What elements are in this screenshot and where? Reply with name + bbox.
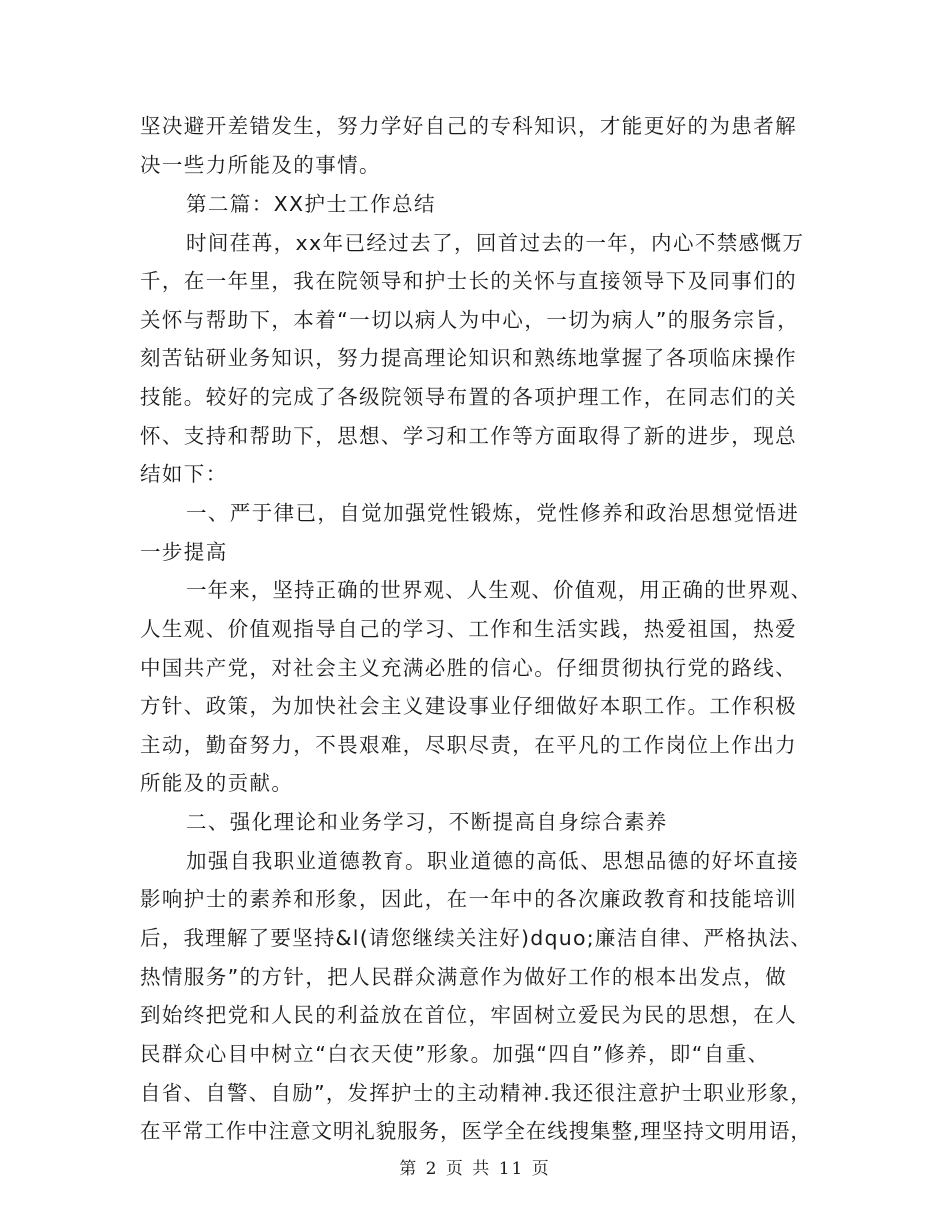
page-number-footer: 第 2 页 共 11 页 <box>399 1159 551 1179</box>
text-line: 影响护士的素养和形象，因此，在一年中的各次廉政教育和技能培训 <box>140 887 797 911</box>
text-line: 方针、政策，为加快社会主义建设事业仔细做好本职工作。工作积极 <box>140 694 797 718</box>
text-line: 到始终把党和人民的利益放在首位，牢固树立爱民为民的思想，在人 <box>140 1003 797 1027</box>
text-line: 人生观、价值观指导自己的学习、工作和生活实践，热爱祖国，热爱 <box>140 617 797 641</box>
text-line: 热情服务”的方针，把人民群众满意作为做好工作的根本出发点，做 <box>140 965 788 989</box>
section-heading: 第二篇：XX护士工作总结 <box>186 192 436 216</box>
text-line: 结如下： <box>140 462 228 486</box>
text-line: 主动，勤奋努力，不畏艰难，尽职尽责，在平凡的工作岗位上作出力 <box>140 733 797 757</box>
text-line: 民群众心目中树立“白衣天使”形象。加强“四自”修养，即“自重、 <box>140 1042 770 1066</box>
section-heading: 一、严于律已，自觉加强党性锻炼，党性修养和政治思想觉悟进 <box>186 501 800 525</box>
text-line: 怀、支持和帮助下，思想、学习和工作等方面取得了新的进步，现总 <box>140 424 797 448</box>
text-line: 加强自我职业道德教育。职业道德的高低、思想品德的好坏直接 <box>186 849 800 873</box>
text-line: 关怀与帮助下，本着“一切以病人为中心，一切为病人”的服务宗旨， <box>140 308 800 332</box>
text-line: 一年来，坚持正确的世界观、人生观、价值观，用正确的世界观、 <box>186 578 813 602</box>
text-line: 千，在一年里，我在院领导和护士长的关怀与直接领导下及同事们的 <box>140 269 797 293</box>
text-line: 所能及的贡献。 <box>140 771 294 795</box>
text-line: 坚决避开差错发生，努力学好自己的专科知识，才能更好的为患者解 <box>140 114 797 138</box>
text-line: 技能。较好的完成了各级院领导布置的各项护理工作，在同志们的关 <box>140 385 797 409</box>
text-line: 时间荏苒，xx年已经过去了，回首过去的一年，内心不禁感慨万 <box>186 231 805 255</box>
text-line: 在平常工作中注意文明礼貌服务，医学全在线搜集整,理坚持文明用语， <box>140 1119 812 1143</box>
section-heading: 二、强化理论和业务学习，不断提高自身综合素养 <box>186 810 668 834</box>
text-line: 决一些力所能及的事情。 <box>140 153 381 177</box>
text-line: 中国共产党，对社会主义充满必胜的信心。仔细贯彻执行党的路线、 <box>140 656 797 680</box>
text-line: 刻苦钻研业务知识，努力提高理论知识和熟练地掌握了各项临床操作 <box>140 346 797 370</box>
text-line: 自省、自警、自励”，发挥护士的主动精神.我还很注意护士职业形象， <box>140 1081 812 1105</box>
text-line: 一步提高 <box>140 540 228 564</box>
text-line: 后，我理解了要坚持&l(请您继续关注好)dquo;廉洁自律、严格执法、 <box>140 926 813 950</box>
